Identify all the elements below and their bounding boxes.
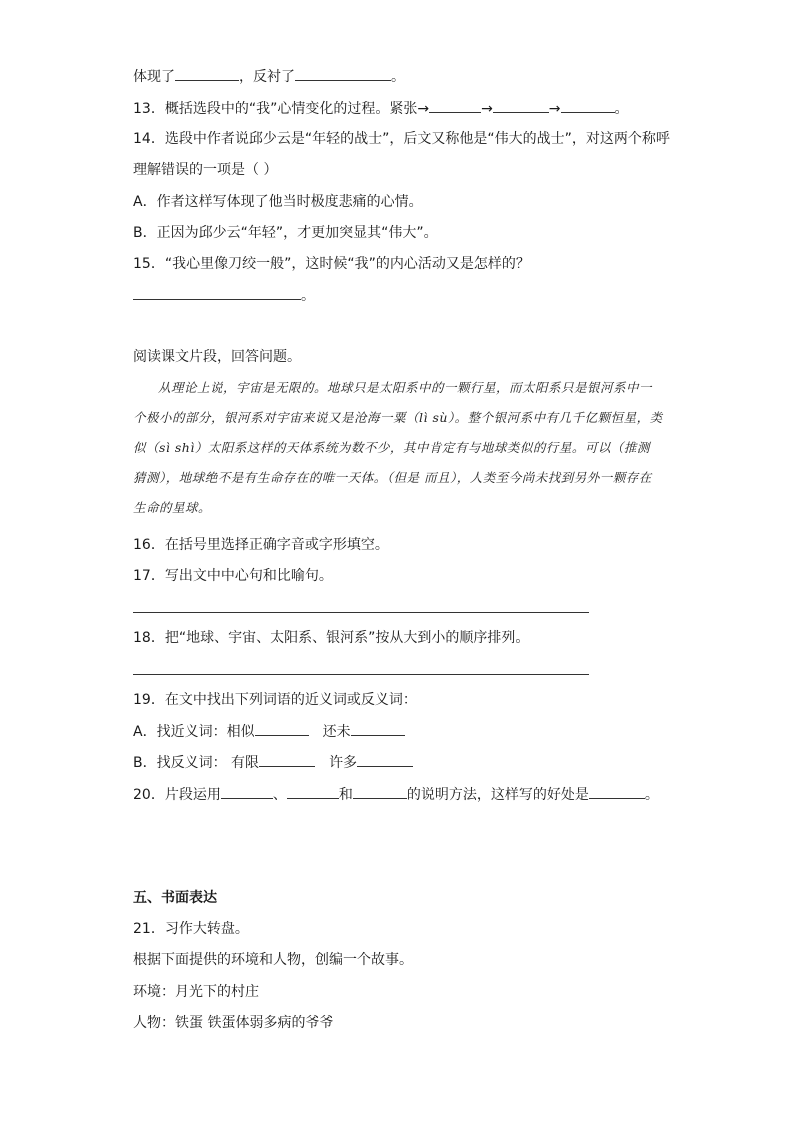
q21-environment: 环境：月光下的村庄	[133, 984, 259, 1000]
q20-line	[133, 784, 659, 805]
q21-characters: 人物：铁蛋 铁蛋体弱多病的爷爷	[133, 1015, 334, 1031]
q20-blank-2[interactable]	[287, 784, 339, 799]
section-5-heading: 五、书面表达	[133, 890, 217, 906]
q13-arrow-1: →	[481, 101, 493, 117]
q19-b-label: B．找反义词： 有限	[133, 755, 260, 771]
q15-end: 。	[301, 288, 315, 304]
q19-question: 19．在文中找出下列词语的近义词或反义词：	[133, 692, 417, 708]
q19-b-blank-1[interactable]	[259, 752, 315, 767]
q17-question: 17．写出文中中心句和比喻句。	[133, 568, 333, 584]
q12-text-b: ，反衬了	[239, 69, 295, 85]
q13-end: 。	[614, 101, 629, 117]
q15-answer-blank[interactable]	[133, 285, 301, 300]
q19-part-b	[133, 752, 413, 773]
q20-blank-1[interactable]	[221, 784, 273, 799]
q12-blank-1[interactable]	[175, 66, 239, 81]
q18-question: 18．把“地球、宇宙、太阳系、银河系”按从大到小的顺序排列。	[133, 630, 530, 646]
q19-part-a	[133, 721, 405, 742]
q13-blank-1[interactable]	[429, 98, 481, 113]
q21-instruction: 根据下面提供的环境和人物，创编一个故事。	[133, 952, 413, 968]
q19-a-blank-1[interactable]	[255, 721, 309, 736]
q14-line-1: 14．选段中作者说邱少云是“年轻的战士”，后文又称他是“伟大的战士”，对这两个称呼	[133, 131, 670, 147]
q19-a-label: A．找近义词：相似	[133, 724, 255, 740]
q12-text-a: 体现了	[133, 69, 175, 85]
q15-answer-line	[133, 285, 315, 306]
q15-question: 15．“我心里像刀绞一般”，这时候“我”的内心活动又是怎样的？	[133, 256, 530, 272]
q18-answer-rule[interactable]	[133, 674, 589, 675]
q12-blank-2[interactable]	[295, 66, 391, 81]
q20-sep-2: 和	[338, 787, 353, 803]
q20-text-a: 20．片段运用	[133, 787, 221, 803]
q13-blank-2[interactable]	[493, 98, 549, 113]
q14-line-2: 理解错误的一项是（ ）	[133, 162, 278, 178]
q20-sep-1: 、	[272, 787, 287, 803]
q17-answer-rule[interactable]	[133, 612, 589, 613]
q20-blank-3[interactable]	[353, 784, 407, 799]
q14-option-b[interactable]: B．正因为邱少云“年轻”，才更加突显其“伟大”。	[133, 225, 438, 241]
q19-b-word2: 许多	[329, 755, 358, 771]
q19-a-word2: 还未	[322, 724, 351, 740]
q12-tail-line	[133, 66, 405, 87]
q21-title: 21．习作大转盘。	[133, 921, 249, 937]
q13-arrow-2: →	[548, 101, 561, 117]
q12-text-c: 。	[391, 69, 405, 85]
q20-text-b: 的说明方法，这样写的好处是	[406, 787, 589, 803]
q20-end: 。	[644, 787, 659, 803]
q19-a-blank-2[interactable]	[351, 721, 405, 736]
q14-option-a[interactable]: A．作者这样写体现了他当时极度悲痛的心情。	[133, 194, 423, 210]
q13-blank-3[interactable]	[561, 98, 615, 113]
q20-blank-4[interactable]	[589, 784, 645, 799]
reading-intro: 阅读课文片段，回答问题。	[133, 349, 301, 365]
q16-question: 16．在括号里选择正确字音或字形填空。	[133, 537, 389, 553]
q19-b-blank-2[interactable]	[357, 752, 413, 767]
reading-passage: 从理论上说，宇宙是无限的。地球只是太阳系中的一颗行星，而太阳系只是银河系中一个极小的部分，银河系对宇宙来说又是沧海一粟（lì sù）。整个银河系中有几千亿颗恒星，类似（sì shì）太阳系这样的天体系统为数不少，其中肯定有与地球类似的行星。可以（推测 猜测），地球绝不是有生命存在的唯一天体。（但是 而且），人类至今尚未找到另外一颗存在生命的星球。	[133, 380, 663, 515]
q13-text: 13．概括选段中的“我”心情变化的过程。紧张→	[133, 101, 430, 117]
q13-line	[133, 98, 629, 119]
